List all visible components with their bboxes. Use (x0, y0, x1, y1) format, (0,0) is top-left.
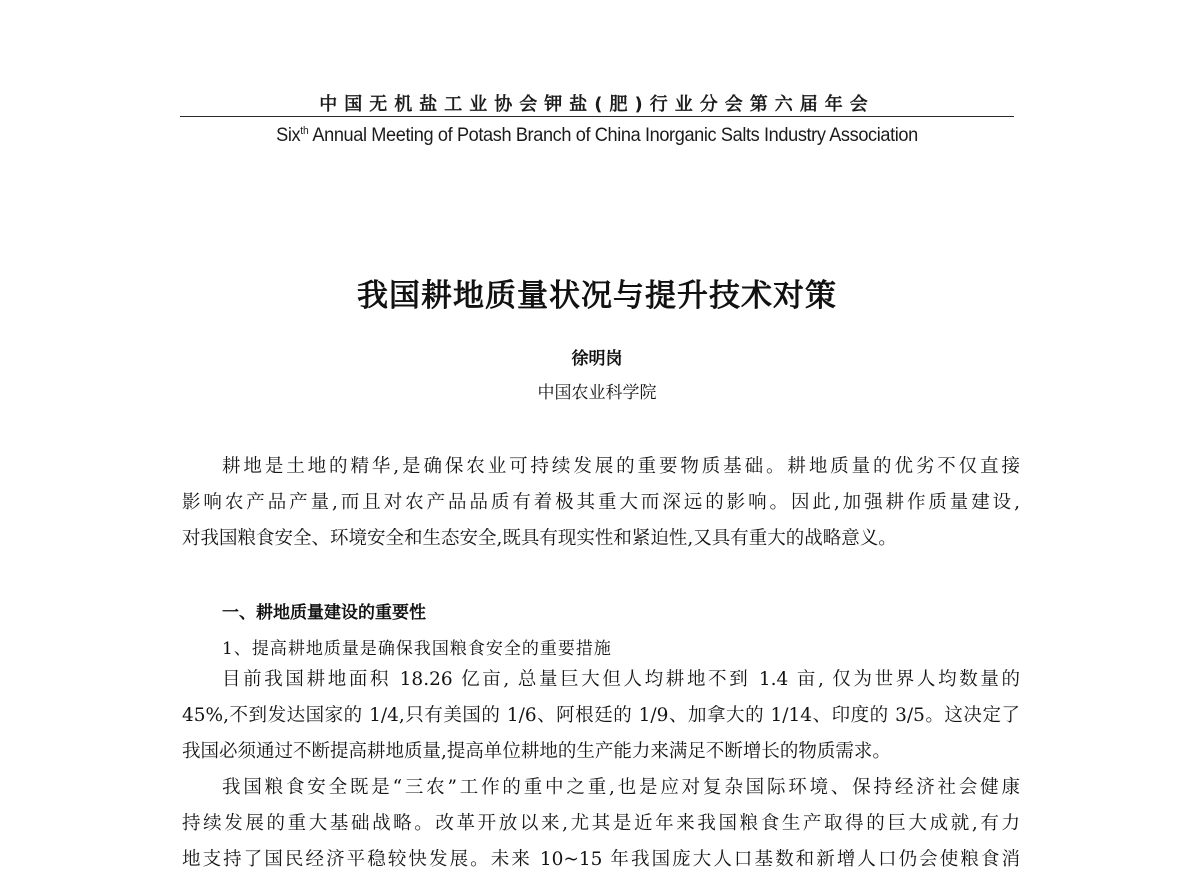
paragraph-line: 45%,不到发达国家的 1/4,只有美国的 1/6、阿根廷的 1/9、加拿大的 1/14、印度的 3/5。这决定了 (182, 705, 1020, 726)
paragraph-line-cropped: 地支持了国民经济平稳较快发展。未来 10~15 年我国庞大人口基数和新增人口仍会使粮食消 (182, 849, 1020, 870)
header-english-superscript: th (300, 125, 309, 137)
abstract-paragraph (182, 449, 1020, 557)
paper-affiliation: 中国农业科学院 (537, 383, 657, 403)
body-paragraph (182, 662, 1020, 770)
header-rule (180, 116, 1014, 117)
subsection-heading: 1、提高耕地质量是确保我国粮食安全的重要措施 (222, 639, 612, 659)
body-paragraph (182, 770, 1020, 878)
paragraph-line: 持续发展的重大基础战略。改革开放以来,尤其是近年来我国粮食生产取得的巨大成就,有力 (182, 813, 1020, 834)
abstract-line: 对我国粮食安全、环境安全和生态安全,既具有现实性和紧迫性,又具有重大的战略意义。 (182, 528, 897, 549)
running-header-chinese: 中国无机盐工业协会钾盐(肥)行业分会第六届年会 (319, 94, 875, 115)
section-heading: 一、耕地质量建设的重要性 (222, 603, 426, 623)
abstract-line: 耕地是土地的精华,是确保农业可持续发展的重要物质基础。耕地质量的优劣不仅直接 (222, 456, 1020, 477)
paragraph-line: 目前我国耕地面积 18.26 亿亩, 总量巨大但人均耕地不到 1.4 亩, 仅为世界人均数量的 (222, 669, 1020, 690)
abstract-line: 影响农产品产量,而且对农产品品质有着极其重大而深远的影响。因此,加强耕作质量建设, (182, 492, 1020, 513)
running-header-english (209, 124, 985, 147)
header-english-prefix: Six (276, 124, 301, 146)
paragraph-line: 我国必须通过不断提高耕地质量,提高单位耕地的生产能力来满足不断增长的物质需求。 (182, 741, 891, 762)
paragraph-line: 我国粮食安全既是“三农”工作的重中之重,也是应对复杂国际环境、保持经济社会健康 (222, 777, 1020, 798)
paper-author: 徐明岗 (571, 349, 623, 369)
paper-title: 我国耕地质量状况与提升技术对策 (357, 278, 837, 314)
header-english-rest: Annual Meeting of Potash Branch of China Inorganic Salts Industry Association (308, 124, 918, 146)
